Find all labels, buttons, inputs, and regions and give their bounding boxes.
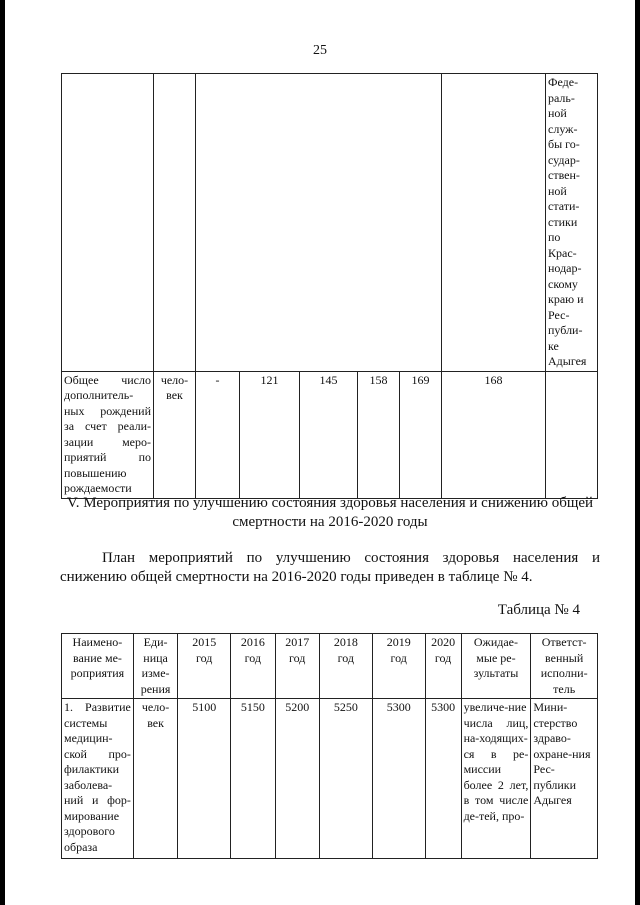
expected-results-cell: увеличе-ние числа лиц, на-ходящих-ся в ре-миссии более 2 лет, в том числе де-тей, про- <box>461 699 531 859</box>
scan-border-left <box>0 0 5 905</box>
table-caption: Таблица № 4 <box>497 602 580 618</box>
value-2018: 158 <box>358 371 400 498</box>
table-cell <box>442 74 546 372</box>
header-2018: 2018 год <box>319 634 372 699</box>
header-responsible: Ответст- венный исполни- тель <box>531 634 598 699</box>
table-row <box>62 74 598 372</box>
header-expected: Ожидае- мые ре- зультаты <box>461 634 531 699</box>
table-cell <box>154 74 196 372</box>
header-name: Наимено- вание ме- роприятия <box>62 634 134 699</box>
value-2018: 5250 <box>319 699 372 859</box>
header-2020: 2020 год <box>425 634 461 699</box>
value-2017: 145 <box>300 371 358 498</box>
value-2020: 5300 <box>425 699 461 859</box>
indicator-table <box>61 73 598 499</box>
header-2016: 2016 год <box>231 634 275 699</box>
value-2015: - <box>196 371 240 498</box>
page-number: 25 <box>313 43 327 58</box>
value-2020: 168 <box>442 371 546 498</box>
value-2015: 5100 <box>178 699 231 859</box>
header-2019: 2019 год <box>372 634 425 699</box>
unit-cell: чело- век <box>133 699 177 859</box>
table-cell <box>62 74 154 372</box>
table-cell <box>196 74 442 372</box>
measures-table <box>61 633 598 859</box>
table-header-row <box>62 634 598 699</box>
source-cell <box>546 371 598 498</box>
header-2015: 2015 год <box>178 634 231 699</box>
section-heading: V. Мероприятия по улучшению состояния здоровья населения и снижению общей смертности на 2016-2020 годы <box>66 495 594 530</box>
source-cell: Феде- раль- ной служ- бы го- судар- ствен- ной стати- стики по Крас- нодар- скому краю и Рес- публи- ке Адыгея <box>546 74 598 372</box>
header-2017: 2017 год <box>275 634 319 699</box>
header-unit: Еди- ница изме- рения <box>133 634 177 699</box>
value-2016: 5150 <box>231 699 275 859</box>
value-2016: 121 <box>240 371 300 498</box>
unit-cell: чело- век <box>154 371 196 498</box>
value-2017: 5200 <box>275 699 319 859</box>
value-2019: 169 <box>400 371 442 498</box>
intro-paragraph: План мероприятий по улучшению состояния здоровья населения и снижению общей смертности на 2016-2020 годы приведен в таблице № 4. <box>60 550 600 585</box>
scan-border-right <box>635 0 640 905</box>
table-row <box>62 699 598 859</box>
measure-name-cell: 1. Развитие системы медицин-ской про-филактики заболева-ний и фор-мирование здорового образа <box>62 699 134 859</box>
responsible-cell: Мини-стерство здраво-охране-ния Рес-публики Адыгея <box>531 699 598 859</box>
table-row <box>62 371 598 498</box>
indicator-cell: Общее число дополнитель-ных рождений за счет реали-зации меро-приятий по повышению рождаемости <box>62 371 154 498</box>
value-2019: 5300 <box>372 699 425 859</box>
